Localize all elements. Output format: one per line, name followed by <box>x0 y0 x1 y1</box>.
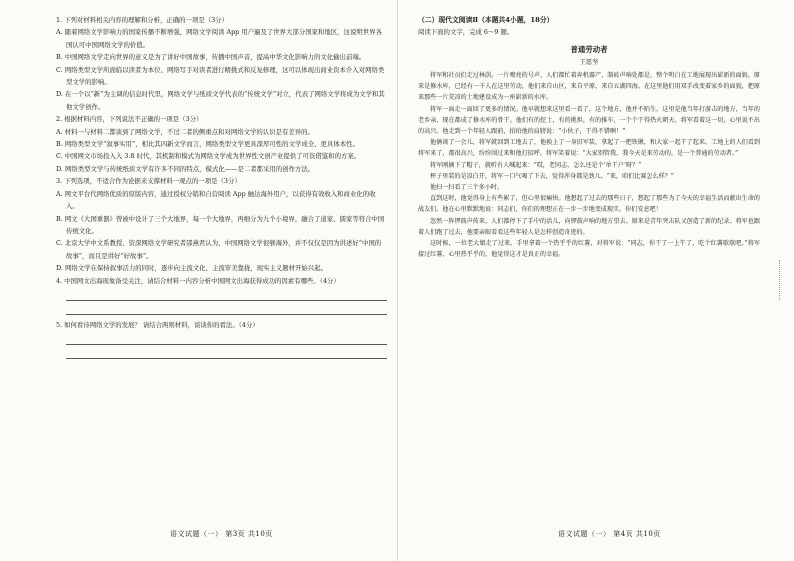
question-4 <box>56 275 387 315</box>
question-2 <box>56 113 387 175</box>
question-2-option-d: D. 网络类型文学与传统纸质文学有许多不同的特点，模式化——是二者都采用的创作方法。 <box>56 164 315 173</box>
question-3-option-d: D. 网络文学在保持叙事活力的同时，逐步向主流文化、主流审美靠拢，现实主义题材开始兴起。 <box>56 264 327 273</box>
article-author: 王愿坚 <box>579 59 599 66</box>
question-2-option-a: A. 材料一与材料二都谈到了网络文学，不过二者的侧重点和对网络文学的认识是有差异的。 <box>56 127 314 136</box>
question-5 <box>56 319 387 359</box>
paragraph: 将军和社员们走过林荫。一片嘹亮的号声，人们都忙着奔机器产，制砖声响处都是，整个明白在工地展现出崭新的面貌。原来是修水库，已经有一千人在这里劳动，他们来自山区，来自平原，来自五湖四海。在这里他们用双手改变着家乡的面貌，把原来那些一片荒凉的土地建设成为一座崭新的水库。 <box>418 72 760 102</box>
question-1-option-d: D. 在一个以“新”为主调的信息时代里，网络文学与纸质文学代表的“传统文学”对立，代表了网络文学将成为文学和其他文学创作。 <box>56 90 385 111</box>
question-3-option-c: C. 北京大学中文系教授、资深网络文学研究者邵燕君认为，中国网络文学很够海外，并不仅仅是因为讲述好“中国的故事”，而且是讲好“好故事”。 <box>56 239 382 260</box>
section-instruction: 阅读下面的文字，完成 6～9 题。 <box>418 28 514 36</box>
binding-mark <box>779 260 784 300</box>
paragraph: 将军一面走一面回了更多的情况。他早就想来这里看一看了，这个地方，他并不陌生。这里是他当年打游击的地方，当年的老乡亲，现在都成了修水库的骨干。他们有的挖土，有的挑担，有的推车，一个个干得热火朝天。将军看着这一切，心里说不出的高兴。他走到一个年轻人跟前，拍拍他的肩膀说：“小伙子，干得不错啊！” <box>418 105 760 136</box>
question-4-stem: 4. 中国网文出海现象备受关注，请结合材料一内容分析中国网文出海获得成功的因素有哪些。（4分） <box>56 276 340 285</box>
page-footer: 语文试题（一） 第3页 共10页 <box>170 530 273 538</box>
right-page <box>397 0 794 561</box>
question-3-option-a: A. 网文平台代网络优质的原版内容，通过授权分销和自营阅读 App 触达海外用户，以获得有效收入和商业化的收入。 <box>56 189 376 211</box>
paragraph: 他俩谈了一会儿，将军就回到工地去了，他换上了一身旧军装，拿起了一把铁锹，和大家一起干了起来。工地上的人们看到将军来了，都很高兴，纷纷围过来和他打招呼。将军笑着说：“大家别管我，我今天是来劳动的，是一个普通的劳动者。” <box>418 139 760 158</box>
paragraph: 这时候，一位老大娘走了过来，手里拿着一个热乎乎的红薯，对将军说：“同志，你干了一上午了，吃个红薯歇歇吧。”将军接过红薯，心里热乎乎的，他觉得这才是真正的幸福。 <box>418 240 760 259</box>
article-body <box>418 70 760 260</box>
question-3-stem: 3. 下列选项，不适合作为论据来支撑材料一观点的一项是（3分） <box>56 177 241 186</box>
answer-line[interactable] <box>66 304 387 315</box>
question-2-stem: 2. 根据材料内容，下列说法不正确的一项是（3分） <box>56 115 203 124</box>
paragraph: 直到这时，他觉得身上有些累了，但心里很痛快。他想起了过去的那些日子，想起了那些为了今天的幸福生活而献出生命的战友们。他在心里默默地说：同志们，你们的理想正在一步一步地变成现实，你们安息吧！ <box>418 195 760 214</box>
section-heading: （二）现代文阅读Ⅱ（本题共4小题，18分） <box>418 16 554 24</box>
question-1-option-c: C. 网络类型文学所面临以读者为本位、网络写手对读者进行精挑式和反复修理，这可以体现出商业资本介入对网络类型文学的影响。 <box>56 65 385 87</box>
question-1-option-a: A. 随着网络文学影响力的国家传播不断增强，网络文学阅读 App 用户遍及了世界大部分国家和地区，这说明世界各国认可中国网络文学的价值。 <box>56 28 382 49</box>
question-5-stem: 5. 如何看待网络文学的发展？ 请结合两则材料，谈谈你的看法。（4分） <box>56 320 259 329</box>
question-1-stem: 1. 下列对材料相关内容的理解和分析，正确的一项是（3分） <box>56 16 228 24</box>
paragraph: 将军刚摘下了帽子，就听有人喊起来：“哎，老同志，怎么还是个‘单干户’呀？” <box>430 161 642 169</box>
answer-line[interactable] <box>66 348 387 359</box>
answer-line[interactable] <box>66 334 387 345</box>
page-footer: 语文试题（一） 第4页 共10页 <box>558 530 661 538</box>
question-2-option-b: B. 网络类型文学“叙事实用”，相比其四新文学而言，网络类型文学更具深厚可性的文学成全、更具体本性。 <box>56 140 359 149</box>
question-1 <box>56 14 387 113</box>
answer-line[interactable] <box>66 290 387 301</box>
paragraph: 忽然一阵锣鼓声传来，人们都停下了手中的活儿，向锣鼓声响的地方望去。原来是青年突击队又创造了新的纪录。将军也跟着人们跑了过去，他要亲眼看看这些年轻人是怎样创造奇迹的。 <box>418 217 760 236</box>
article-title: 普通劳动者 <box>570 45 608 54</box>
paragraph: 杯子里装的是凉白开，将军一口气喝了下去，觉得浑身都是劲儿。“来，咱们比赛怎么样？” <box>430 172 674 180</box>
question-3 <box>56 175 387 274</box>
question-3-option-b: B. 网文《大国重器》曾被中设计了三个大地界，每一个大地界，再细分为九个小境界，融合了道家、儒家等符合中国传统文化。 <box>56 214 385 235</box>
paragraph: 他扫一扫看了三个多小时。 <box>430 184 504 192</box>
question-2-option-c: C. 中国网文市场投入入 3.8 时代，其机制和模式为网络文学成为世界性文创产业提供了可资借鉴和的方案。 <box>56 152 361 161</box>
question-1-option-b: B. 中国网络文学走向世界的意义是为了讲好中国故事，传播中国声音，提高中华文化影响力的文化输出前端。 <box>56 53 366 62</box>
